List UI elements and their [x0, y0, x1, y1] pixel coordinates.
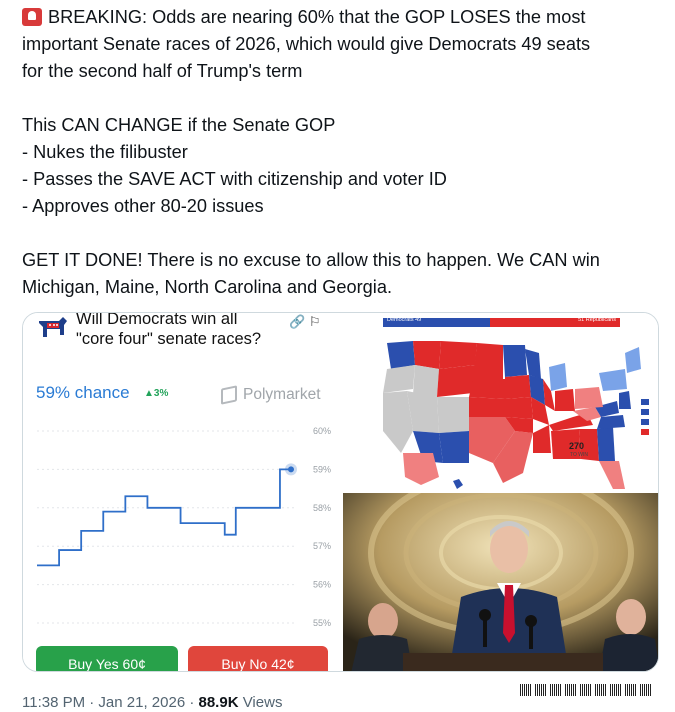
latest-point — [288, 466, 294, 472]
polymarket-brand — [221, 386, 321, 404]
us-map — [343, 313, 659, 491]
tweet-line: - Passes the SAVE ACT with citizenship and voter ID — [22, 169, 447, 189]
probability-chart — [23, 411, 341, 636]
tweet-line: - Nukes the filibuster — [22, 142, 188, 162]
tweet-line: - Approves other 80-20 issues — [22, 196, 264, 216]
tweet-line: Michigan, Maine, North Carolina and Georgia. — [22, 277, 393, 297]
view-count: 88.9K — [198, 694, 239, 711]
tweet-media-grid[interactable] — [22, 312, 659, 672]
dem-label: Democrats 49 — [387, 317, 422, 323]
chance-value: 59% chance — [36, 383, 130, 402]
views-label: Views — [238, 694, 283, 711]
police-light-icon — [22, 8, 42, 26]
brand-label: Polymarket — [243, 386, 321, 403]
bookmark-icon[interactable]: ⚐ — [308, 314, 321, 329]
polymarket-screenshot[interactable] — [23, 313, 341, 672]
tweet-timestamp[interactable]: 11:38 PM · Jan 21, 2026 · — [22, 694, 199, 711]
y-tick-label: 58% — [312, 502, 331, 513]
polymarket-logo-icon — [221, 385, 237, 404]
buy-yes-button[interactable]: Buy Yes 60¢ — [36, 646, 178, 672]
tweet-line: This CAN CHANGE if the Senate GOP — [22, 115, 336, 135]
tweet-line: important Senate races of 2026, which would give Democrats 49 seats — [22, 34, 591, 54]
y-tick-label: 59% — [312, 464, 331, 475]
tweet-text — [22, 4, 662, 301]
probability-series-line — [37, 469, 291, 565]
buy-no-button[interactable]: Buy No 42¢ — [188, 646, 328, 672]
ev-threshold-label: 270 — [569, 441, 585, 451]
watermark — [520, 682, 668, 698]
y-tick-label: 60% — [312, 426, 331, 436]
header-icons — [289, 314, 320, 330]
ev-threshold-sub: TO WIN — [570, 452, 588, 458]
senate-press-photo[interactable] — [343, 493, 659, 672]
rep-label: 51 Republicans — [578, 317, 616, 323]
tweet-line: for the second half of Trump's term — [22, 61, 303, 81]
press-conference-photo — [343, 493, 659, 672]
y-tick-label: 55% — [312, 618, 331, 628]
chance-delta: ▲3% — [144, 388, 169, 399]
market-question: Will Democrats win all "core four" senate races? — [76, 313, 262, 348]
link-icon[interactable]: 🔗 — [289, 314, 306, 329]
tweet-line: GET IT DONE! There is no excuse to allow this to happen. We CAN win — [22, 250, 600, 270]
democrat-donkey-icon — [37, 315, 69, 343]
y-tick-label: 56% — [312, 579, 331, 590]
senate-map-image[interactable] — [343, 313, 659, 491]
tweet-line: BREAKING: Odds are nearing 60% that the GOP LOSES the most — [48, 7, 586, 27]
tweet-meta — [22, 694, 282, 711]
y-tick-label: 57% — [312, 541, 331, 552]
